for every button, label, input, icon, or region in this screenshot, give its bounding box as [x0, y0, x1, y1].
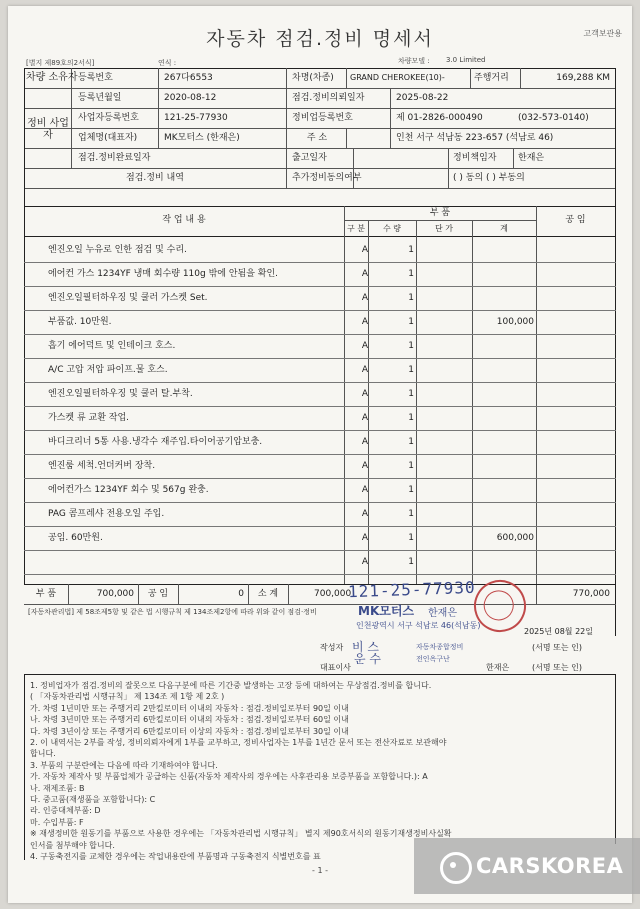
item-qty: 1	[408, 509, 414, 519]
note-line: 3. 부품의 구분란에는 다음에 따라 기재하여야 합니다.	[30, 760, 218, 770]
note-line: ※ 재생정비한 원동기를 부품으로 사용한 경우에는 「자동차관리법 시행규칙」 별지 제90호서식의 원동기재생정비사실확	[30, 829, 452, 839]
manager-label: 정비책임자	[453, 153, 497, 163]
item-qty: 1	[408, 557, 414, 567]
page-number: - 1 -	[312, 866, 328, 875]
subtotal-label: 소 계	[257, 589, 279, 599]
form-code: [별지 제89호의2서식]	[26, 59, 95, 67]
subtotal: 700,000	[314, 589, 352, 599]
request-date: 2025-08-22	[396, 93, 449, 103]
stamp-extra-2: 전인옥구난	[416, 655, 450, 663]
company-label: 업체명(대표자)	[78, 133, 138, 143]
release-date-label: 출고일자	[292, 153, 327, 163]
writer-label: 작성자	[320, 643, 344, 652]
note-line: 마. 수입부품: F	[30, 817, 84, 827]
writer-sign-label: (서명 또는 인)	[532, 643, 582, 652]
note-line: 2. 이 내역서는 2부를 작성, 정비의뢰자에게 1부를 교부하고, 정비사업자는 1부를 1년간 문서 또는 전산자료로 보관해야	[30, 738, 447, 747]
item-type: A	[361, 341, 369, 351]
note-line: 4. 구동축전지를 교체한 경우에는 작업내용란에 부품명과 구동축전지 식별번호를 표	[30, 852, 321, 861]
item-description: 바디크리너 5통 사용.냉각수 재주입.타이어공기압보충.	[48, 437, 263, 447]
shop-section-label: 정비 사업자	[27, 118, 69, 141]
rep-label: 대표이사	[320, 663, 351, 672]
total-labor-label: 공 임	[147, 589, 169, 599]
item-qty: 1	[408, 317, 414, 327]
item-type: A	[361, 317, 369, 327]
item-qty: 1	[408, 389, 414, 399]
biz-number: 121-25-77930	[164, 113, 228, 123]
item-type: A	[361, 245, 369, 255]
item-description: 흡기 에어덕트 및 인테이크 호스.	[48, 341, 176, 351]
vehicle-model: 3.0 Limited	[446, 56, 486, 64]
note-line: 나. 차령 3년미만 또는 주행거리 6만킬로미터 이내의 자동차 : 점검.정비일로부터 60일 이내	[30, 715, 349, 725]
document-page	[8, 6, 632, 903]
item-type: A	[361, 533, 369, 543]
business-number-stamp: 121-25-77930	[347, 577, 476, 602]
reg-number-label: 등록번호	[78, 73, 113, 83]
item-description: 에어컨가스 1234YF 회수 및 567g 완충.	[48, 485, 209, 495]
header-work: 작 업 내 용	[162, 215, 206, 225]
total-labor: 0	[238, 589, 244, 599]
item-description: PAG 콤프레샤 전용오일 주입.	[48, 509, 165, 519]
header-unit-price: 단 가	[435, 224, 453, 233]
shop-phone: (032-573-0140)	[518, 113, 589, 123]
header-qty: 수 량	[383, 224, 401, 233]
header-labor: 공 임	[565, 215, 586, 225]
header-type: 구 분	[347, 224, 365, 233]
company-stamp: MK모터스	[358, 604, 415, 618]
reg-date: 2020-08-12	[164, 93, 217, 103]
item-qty: 1	[408, 293, 414, 303]
item-description: 엔진룸 세척.언더커버 장착.	[48, 461, 156, 471]
address-label: 주 소	[306, 133, 328, 143]
issue-date: 2025년 08월 22일	[524, 627, 593, 636]
item-description: 엔진오일필터하우징 및 쿨러 탈.부착.	[48, 389, 193, 399]
shop-reg-label: 정비업등록번호	[292, 113, 353, 123]
item-type: A	[361, 389, 369, 399]
carskorea-logo-icon	[440, 852, 472, 884]
note-line: 합니다.	[30, 749, 56, 759]
copy-label: 고객보관용	[583, 29, 622, 38]
item-type: A	[361, 557, 369, 567]
writer-stamp: 비 스	[352, 640, 379, 654]
document-title: 자동차 점검.정비 명세서	[206, 28, 434, 50]
rep-sign-label: (서명 또는 인)	[532, 663, 582, 672]
item-qty: 1	[408, 269, 414, 279]
carskorea-watermark	[414, 838, 640, 894]
total-parts: 700,000	[96, 589, 134, 599]
item-description: 엔진오일필터하우징 및 쿨러 가스켓 Set.	[48, 293, 208, 303]
note-line: ( 「자동차관리법 시행규칙」 제 134조 제 1항 제 2호 )	[30, 692, 225, 702]
item-amount: 600,000	[496, 533, 534, 543]
item-type: A	[361, 413, 369, 423]
item-description: 공임. 60만원.	[48, 533, 103, 543]
item-type: A	[361, 293, 369, 303]
consent-value: ( ) 동의 ( ) 부동의	[453, 173, 525, 183]
note-line: 1. 정비업자가 점검.정비의 잘못으로 다음구분에 따른 기간중 발생하는 고장 등에 대하여는 무상점검.정비를 합니다.	[30, 681, 432, 690]
rep-stamp: 한재은	[428, 608, 457, 619]
biz-number-label: 사업자등록번호	[78, 113, 139, 123]
address: 인천 서구 석남동 223-657 (석남로 46)	[396, 133, 554, 143]
item-description: 에어컨 가스 1234YF 냉매 회수량 110g 밖에 안됨을 확인.	[48, 269, 279, 279]
item-qty: 1	[408, 533, 414, 543]
item-qty: 1	[408, 461, 414, 471]
manager: 한재은	[518, 153, 545, 163]
owner-section-label: 차량 소유자	[26, 72, 78, 83]
legal-statement: [자동차관리법] 제 58조제5항 및 같은 법 시행규칙 제 134조제2항에 따라 위와 같이 점검·정비	[28, 608, 317, 616]
watermark-brand: CARSKOREA	[476, 854, 624, 878]
rep-name: 한재은	[486, 663, 510, 672]
item-qty: 1	[408, 437, 414, 447]
company: MK모터스 (한재은)	[164, 133, 240, 143]
mileage: 169,288 KM	[556, 73, 610, 83]
rep-sign-stamp: 운 수	[354, 652, 381, 666]
reg-date-label: 등록년월일	[78, 93, 122, 103]
mileage-label: 주행거리	[474, 73, 509, 83]
consent-label: 추가정비동의여부	[292, 173, 362, 183]
details-label: 점검.정비 내역	[126, 173, 184, 183]
request-date-label: 점검.정비의뢰일자	[292, 93, 365, 103]
item-description: A/C 고압 저압 파이프.물 호스.	[48, 365, 168, 375]
item-qty: 1	[408, 485, 414, 495]
item-type: A	[361, 509, 369, 519]
item-type: A	[361, 437, 369, 447]
note-line: 다. 중고품(재생품을 포함합니다): C	[30, 795, 156, 804]
grand-total: 770,000	[572, 589, 610, 599]
item-qty: 1	[408, 365, 414, 375]
shop-reg: 제 01-2826-000490	[396, 113, 483, 123]
note-line: 나. 재제조품: B	[30, 783, 85, 793]
car-name-label: 차명(차종)	[292, 73, 334, 83]
item-description: 엔진오일 누유로 인한 점검 및 수리.	[48, 245, 187, 255]
done-date-label: 점검.정비완료일자	[78, 153, 151, 163]
note-line: 가. 자동차 제작사 및 부품업체가 공급하는 신품(자동차 제작사의 경우에는 사후관리용 보증부품을 포함합니다.): A	[30, 772, 428, 782]
year-label: 연식 :	[158, 59, 177, 67]
item-qty: 1	[408, 413, 414, 423]
reg-number: 267다6553	[164, 73, 213, 83]
total-parts-label: 부 품	[35, 589, 57, 599]
item-amount: 100,000	[496, 317, 534, 327]
header-parts: 부 품	[429, 208, 451, 218]
note-line: 라. 인증대체부품: D	[30, 806, 101, 816]
car-name: GRAND CHEROKEE(10)-	[350, 73, 445, 82]
item-description: 가스켓 류 교환 작업.	[48, 413, 129, 423]
stamp-extra-1: 자동차종합정비	[416, 643, 464, 651]
address-stamp: 인천광역시 서구 석남로 46(석남동)	[356, 621, 481, 630]
item-qty: 1	[408, 245, 414, 255]
note-line: 가. 차령 1년미만 또는 주행거리 2만킬로미터 이내의 자동차 : 점검.정비일로부터 90일 이내	[30, 703, 349, 713]
vehicle-model-label: 차량모델 :	[398, 57, 430, 65]
note-line: 인서를 첨부해야 합니다.	[30, 840, 115, 850]
item-description: 부품값. 10만원.	[48, 317, 112, 327]
note-line: 다. 차령 3년이상 또는 주행거리 6만킬로미터 이상의 자동차 : 점검.정비일로부터 30일 이내	[30, 726, 349, 736]
item-qty: 1	[408, 341, 414, 351]
item-type: A	[361, 461, 369, 471]
item-type: A	[361, 269, 369, 279]
header-amount: 계	[500, 224, 508, 233]
item-type: A	[361, 365, 369, 375]
item-type: A	[361, 485, 369, 495]
